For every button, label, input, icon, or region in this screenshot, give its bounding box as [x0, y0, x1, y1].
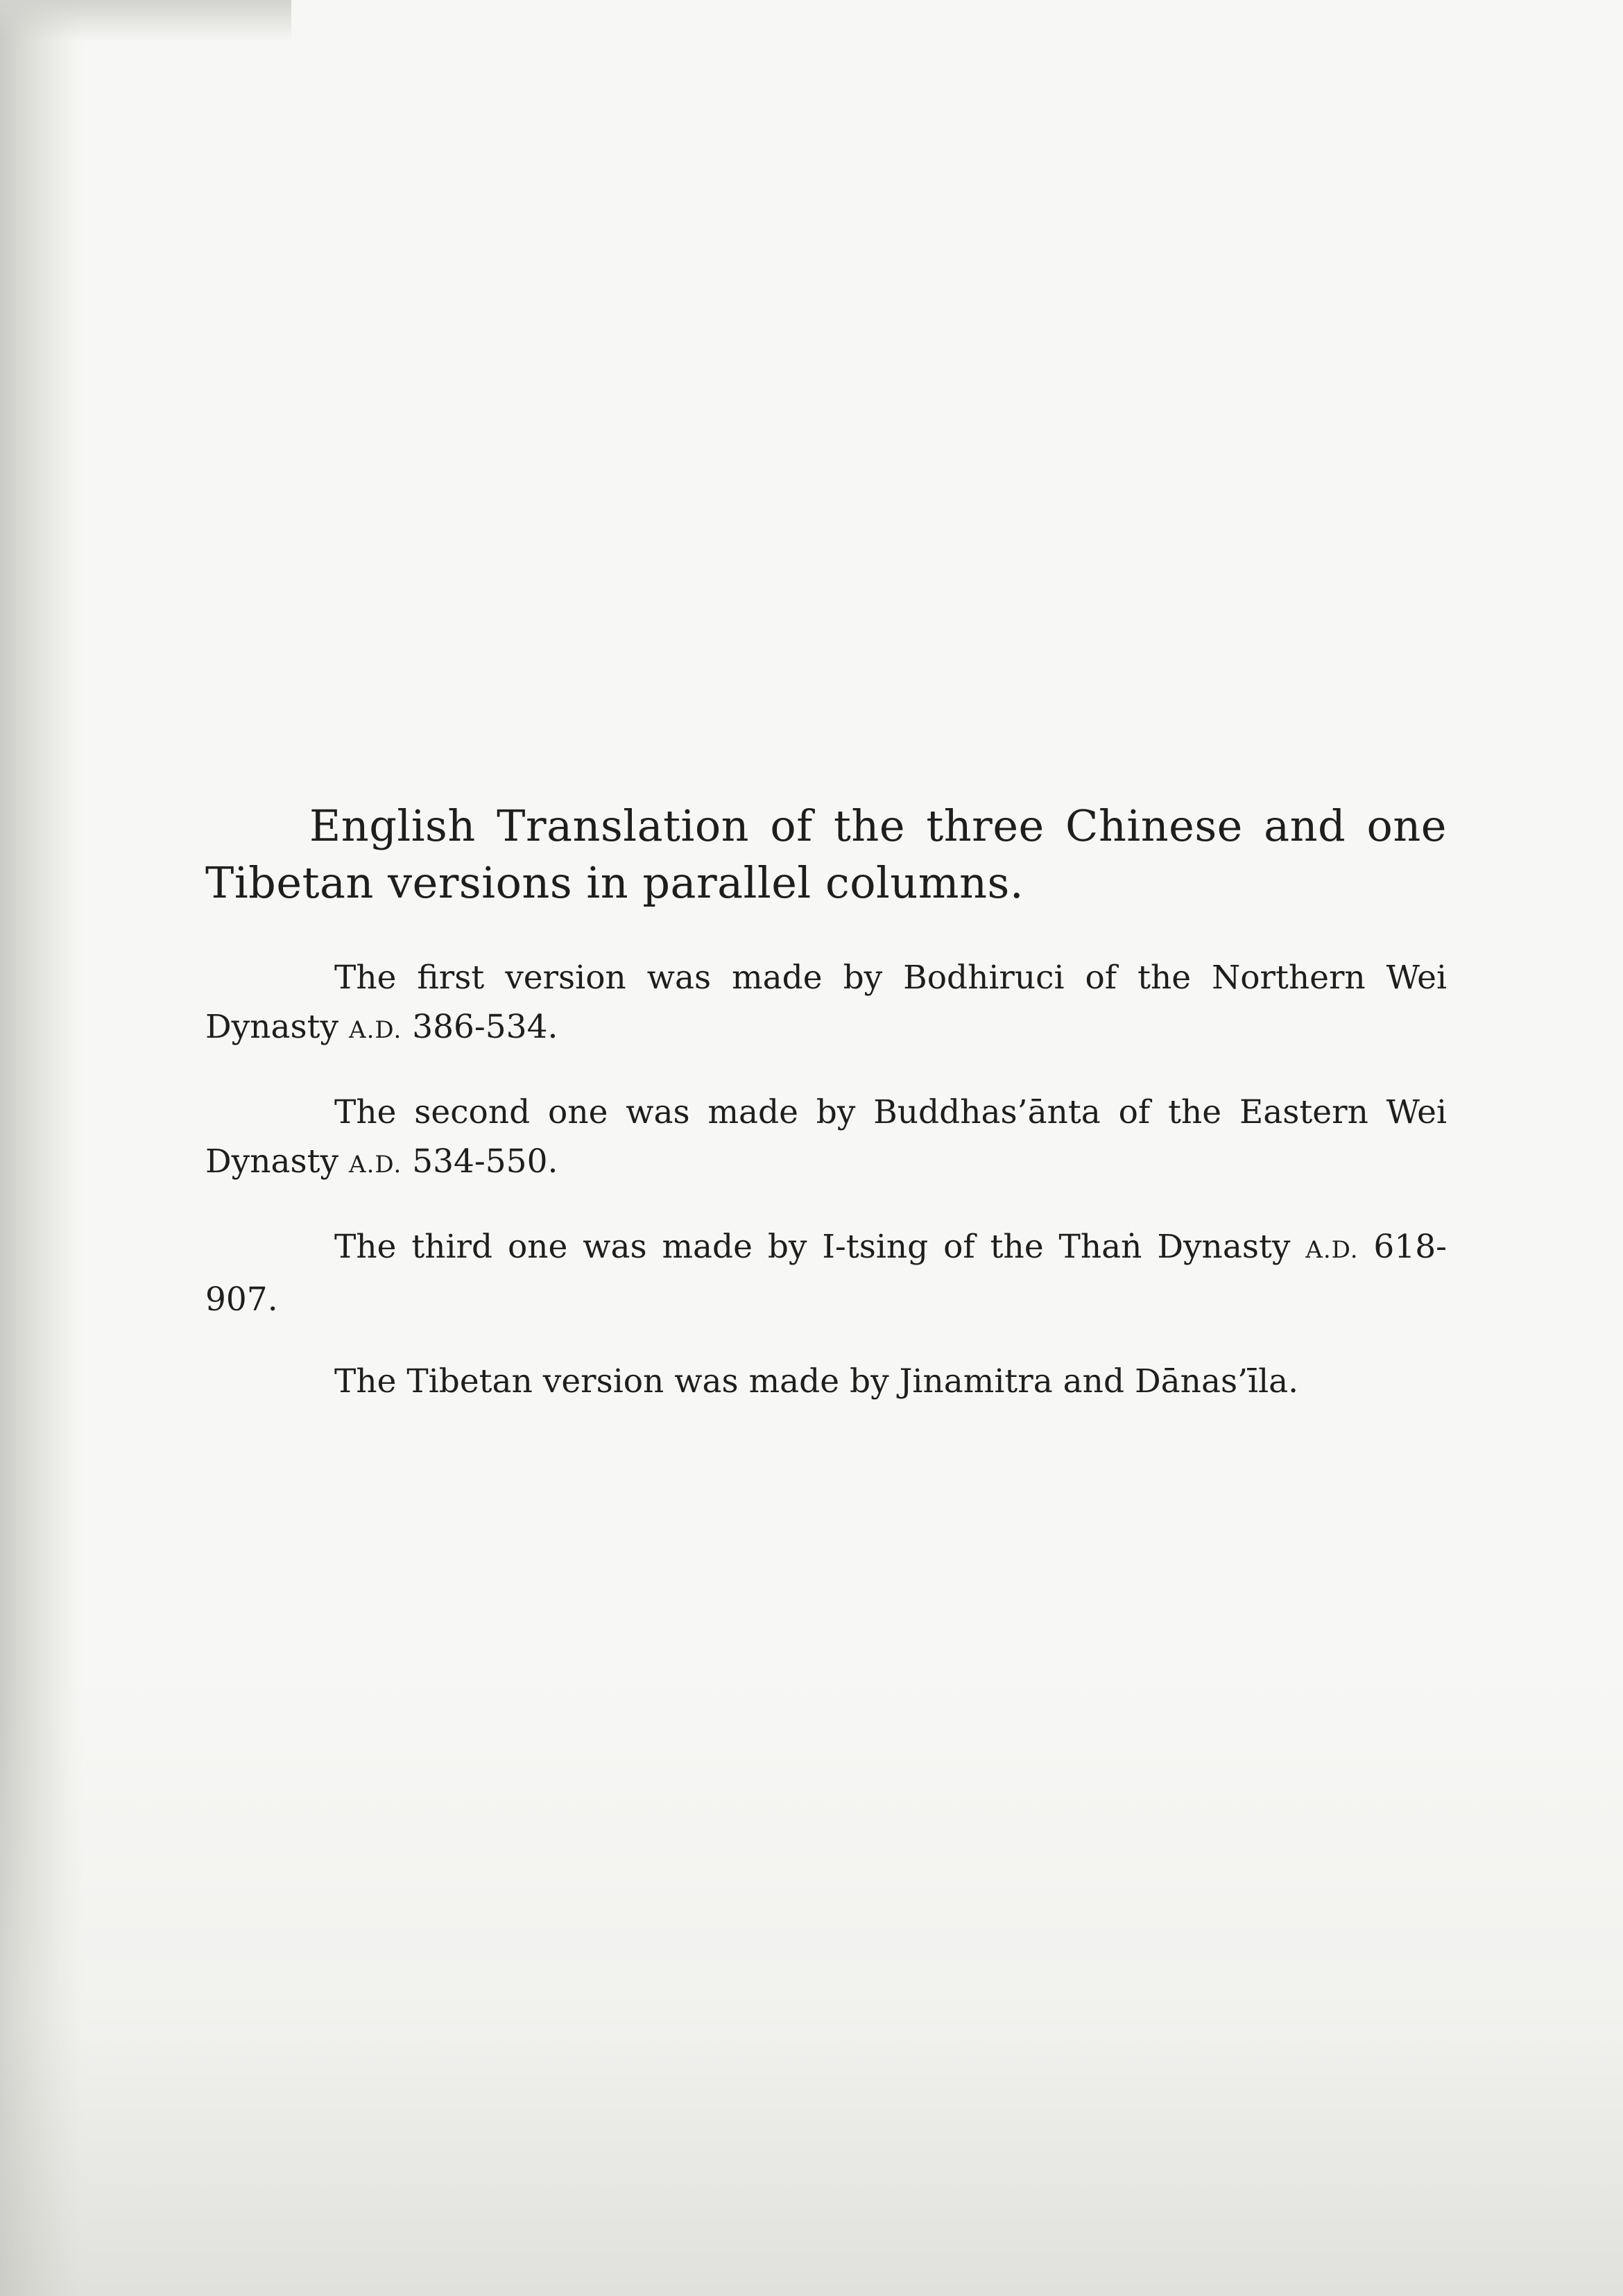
paragraph-text: The second one was made by Buddhas’ānta of the Eastern Wei Dynasty	[205, 1093, 1447, 1181]
era-abbreviation: A.D.	[349, 1151, 402, 1179]
date-range: 534-550.	[402, 1142, 558, 1181]
date-range: 386-534.	[402, 1008, 558, 1046]
paragraph-third-version	[205, 1222, 1447, 1324]
scan-shadow-top	[0, 0, 291, 42]
paragraph-tibetan-version: The Tibetan version was made by Jinamitra and Dānas’īla.	[334, 1362, 1299, 1400]
scan-shadow-bottom	[0, 1672, 1623, 2296]
page-heading: English Translation of the three Chinese and one Tibetan versions in parallel columns.	[205, 800, 1447, 908]
era-abbreviation: A.D.	[1305, 1236, 1359, 1264]
page-text	[205, 798, 1447, 1439]
era-abbreviation: A.D.	[349, 1016, 402, 1044]
paragraph-text: The third one was made by I-tsing of the Thaṅ Dynasty	[334, 1228, 1306, 1266]
paragraph-second-version	[205, 1088, 1447, 1190]
paragraph-first-version	[205, 953, 1447, 1055]
paragraph-text: The first version was made by Bodhiruci of the Northern Wei Dynasty	[205, 959, 1447, 1046]
date-range: 618-907.	[205, 1228, 1447, 1319]
